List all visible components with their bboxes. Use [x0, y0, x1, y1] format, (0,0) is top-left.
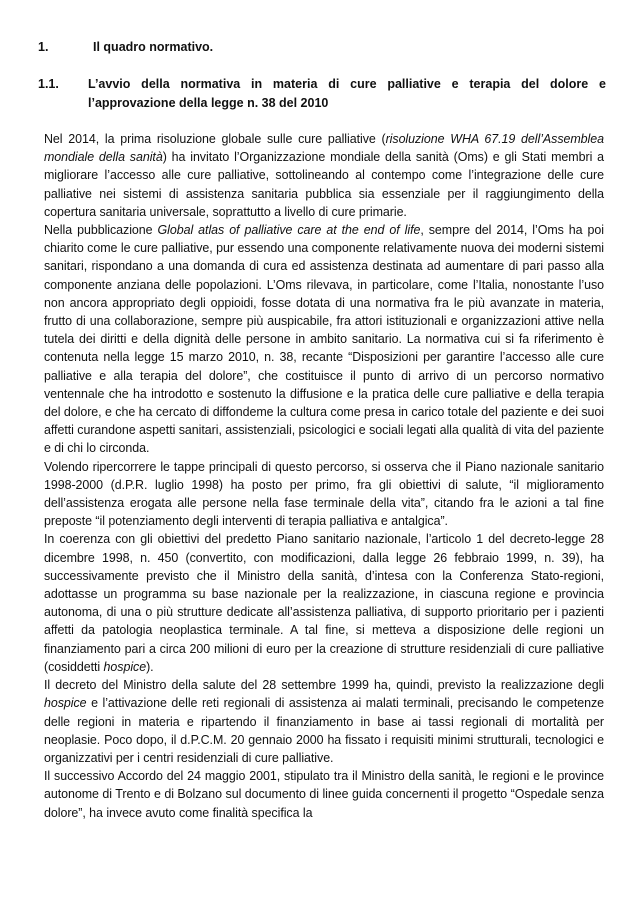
- paragraph-text: Il decreto del Ministro della salute del 28 settembre 1999 ha, quindi, previsto la realizzazione degli: [44, 678, 604, 693]
- paragraph-text: ).: [146, 659, 154, 674]
- italic-text: hospice: [103, 659, 147, 674]
- paragraph-p3: [44, 458, 604, 531]
- paragraph-text: ) ha invitato l’Organizzazione mondiale della sanità (Oms) e gli Stati membri a migliorare l’accesso alle cure palliative, sottolineando al contempo come l’integrazione delle cure palliative nei sistemi di assistenza sanitaria pubblica sia essenziale per il raggiungimento della copertura sanitaria universale, soprattutto a livello di cure primarie.: [44, 150, 604, 219]
- subsection-heading: [38, 75, 606, 113]
- body-text: [44, 130, 604, 822]
- paragraph-text: e l’attivazione delle reti regionali di assistenza ai malati terminali, precisando le competenze delle regioni in materia e ripartendo il finanziamento in base ai tassi regionali di mortalità per neoplasie. Poco dopo, il d.P.C.M. 20 gennaio 2000 ha fissato i requisiti minimi strutturali, tecnologici e organizzativi per i centri residenziali di cure palliative.: [44, 696, 604, 765]
- section-heading: [38, 39, 213, 55]
- paragraph-text: , sempre del 2014, l’Oms ha poi chiarito come le cure palliative, pur essendo una componente relativamente nuova dei moderni sistemi sanitari, rispondano a una domanda di cura ed assistenza destinata ad aumentare di pari passo alla componente anziana delle popolazioni. L’Oms rilevava, in particolare, come l’Italia, nonostante l’uso non ancora appropriato degli oppioidi, fosse dotata di una normativa fra le più avanzate in materia, frutto di una collaborazione, sempre più auspicabile, fra attori istituzionali e organizzazioni attive nella tutela dei diritti e della dignità delle persone in ambito sanitario. La normativa cui si fa riferimento è contenuta nella legge 15 marzo 2010, n. 38, recante “Disposizioni per garantire l’accesso alle cure palliative e alla terapia del dolore”, che costituisce il punto di arrivo di un percorso normativo ventennale che ha introdotto e sostenuto la diffusione e la pratica delle cure palliative e della terapia del dolore, e che ha cercato di diffondeme la cultura come presa in carico totale del paziente e dei suoi affetti curandone aspetti sanitari, assistenziali, psicologici e sociali legati alla qualità di vita del paziente e di chi lo circonda.: [44, 223, 604, 456]
- paragraph-p6: [44, 767, 604, 822]
- paragraph-p1: [44, 130, 604, 221]
- paragraph-p5: [44, 676, 604, 767]
- paragraph-text: Il successivo Accordo del 24 maggio 2001, stipulato tra il Ministro della sanità, le regioni e le province autonome di Trento e di Bolzano sul documento di linee guida concernenti il progetto “Ospedale senza dolore”, ha invece avuto come finalità specifica la: [44, 769, 604, 820]
- italic-text: risoluzione WHA 67.19 dell’Assemblea mondiale della sanità: [44, 132, 604, 165]
- italic-text: Global atlas of palliative care at the end of life: [157, 223, 421, 238]
- paragraph-text: Nel 2014, la prima risoluzione globale sulle cure palliative (: [44, 132, 386, 146]
- paragraph-text: Volendo ripercorrere le tappe principali di questo percorso, si osserva che il Piano nazionale sanitario 1998-2000 (d.P.R. luglio 1998) ha posto per primo, fra gli obiettivi di salute, “il miglioramento dell’assistenza erogata alle persone nella fase terminale della vita”, citando fra le azioni a tal fine preposte “il potenziamento degli interventi di terapia palliativa e antalgica”.: [44, 459, 604, 529]
- subsection-number: 1.1.: [38, 77, 59, 91]
- subsection-title: L’avvio della normativa in materia di cure palliative e terapia del dolore e l’approvazione della legge n. 38 del 2010: [88, 77, 606, 110]
- paragraph-p2: [44, 221, 604, 458]
- paragraph-text: Nella pubblicazione: [44, 223, 158, 238]
- paragraph-text: In coerenza con gli obiettivi del predetto Piano sanitario nazionale, l’articolo 1 del decreto-legge 28 dicembre 1998, n. 450 (convertito, con modificazioni, dalla legge 26 febbraio 1999, n. 39), ha successivamente previsto che il Ministro della sanità, d’intesa con la Conferenza Stato-regioni, adottasse un programma su base nazionale per la realizzazione, in ciascuna regione e provincia autonoma, di una o più strutture dedicate all’assistenza palliativa, di supporto prioritario per i pazienti affetti da patologia neoplastica terminale. A tal fine, si metteva a disposizione delle regioni un finanziamento pari a circa 200 milioni di euro per la creazione di strutture residenziali di cure palliative (cosiddetti: [44, 532, 604, 674]
- section-title: Il quadro normativo.: [93, 40, 214, 54]
- paragraph-p4: [44, 530, 604, 676]
- italic-text: hospice: [44, 696, 87, 711]
- section-number: 1.: [38, 40, 49, 54]
